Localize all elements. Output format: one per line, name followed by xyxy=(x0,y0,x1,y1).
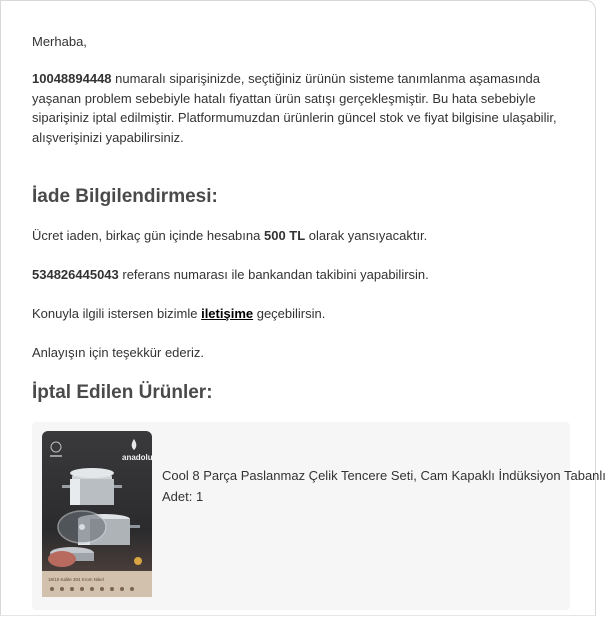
contact-link[interactable]: iletişime xyxy=(201,306,254,321)
thanks-line: Anlayışın için teşekkür ederiz. xyxy=(32,345,204,360)
cancelled-product-card[interactable] xyxy=(32,422,606,610)
contact-prefix: Konuyla ilgili istersen bizimle xyxy=(32,306,202,321)
product-info xyxy=(162,468,606,504)
refund-line-suffix: olarak yansıyacaktır. xyxy=(305,228,428,243)
reference-line xyxy=(32,265,429,285)
refund-heading: İade Bilgilendirmesi: xyxy=(32,186,218,207)
order-number: 10048894448 xyxy=(32,71,112,86)
cookware-set-image xyxy=(42,431,152,597)
reference-number: 534826445043 xyxy=(32,267,119,282)
image-caption: 18/10 Kalite 304 Krom Nikel xyxy=(48,577,104,582)
contact-suffix: geçebilirsin. xyxy=(253,306,326,321)
intro-text: numaralı siparişinizde, seçtiğiniz ürünün sisteme tanımlanma aşamasında yaşanan problem sebebiyle hatalı fiyattan ürün satışı gerçekleşmiştir. Bu hata sebebiyle siparişiniz iptal edilmiştir. Platformumuzdan ürünlerin güncel stok ve fiyat bilgisine ulaşabilir, alışverişinizi yapabilirsiniz. xyxy=(32,71,557,145)
refund-amount: 500 TL xyxy=(263,228,306,243)
refund-amount-line xyxy=(32,226,427,246)
refund-line-prefix: Ücret iaden, birkaç gün içinde hesabına xyxy=(32,228,264,243)
product-image[interactable] xyxy=(42,431,152,597)
cancelled-heading: İptal Edilen Ürünler: xyxy=(32,382,213,403)
product-name[interactable]: Cool 8 Parça Paslanmaz Çelik Tencere Seti, Cam Kapaklı İndüksiyon Tabanlı xyxy=(162,468,606,483)
intro-paragraph xyxy=(32,69,562,147)
contact-line xyxy=(32,304,325,324)
reference-text: referans numarası ile bankandan takibini yapabilirsin. xyxy=(118,267,429,282)
brand-logo-text: anadolu xyxy=(122,453,153,462)
product-quantity: Adet: 1 xyxy=(162,489,204,504)
greeting: Merhaba, xyxy=(32,34,87,49)
